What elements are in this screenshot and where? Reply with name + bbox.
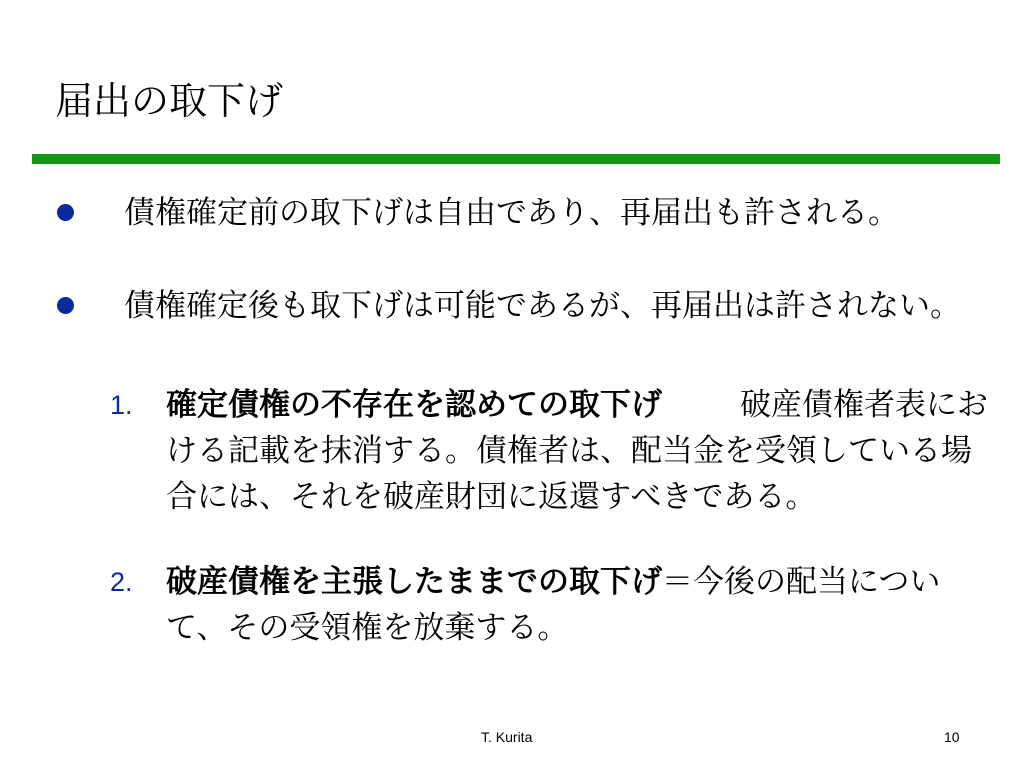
numbered-item-heading: 破産債権を主張したままでの取下げ xyxy=(166,564,662,600)
footer-author: T. Kurita xyxy=(481,729,533,745)
numbered-item-text xyxy=(166,382,996,520)
numbered-item-heading: 確定債権の不存在を認めての取下げ xyxy=(166,387,662,423)
list-number: 1. xyxy=(110,390,133,420)
numbered-item-body: ＝今後の配当について、その受領権を放棄する。 xyxy=(166,564,941,646)
numbered-item-text xyxy=(166,559,996,651)
bullet-dot-icon xyxy=(57,204,74,221)
bullet-dot-icon xyxy=(57,297,74,314)
numbered-item-body: 破産債権者表における記載を抹消する。債権者は、配当金を受領している場合には、それを破産財団に返還すべきである。 xyxy=(166,387,988,515)
list-number: 2. xyxy=(110,567,133,597)
bullet-text: 債権確定前の取下げは自由であり、再届出も許される。 xyxy=(124,195,899,231)
footer-page-number: 10 xyxy=(944,729,960,745)
title-underline xyxy=(32,154,1000,164)
bullet-text: 債権確定後も取下げは可能であるが、再届出は許されない。 xyxy=(124,288,961,324)
slide-title: 届出の取下げ xyxy=(55,79,284,123)
